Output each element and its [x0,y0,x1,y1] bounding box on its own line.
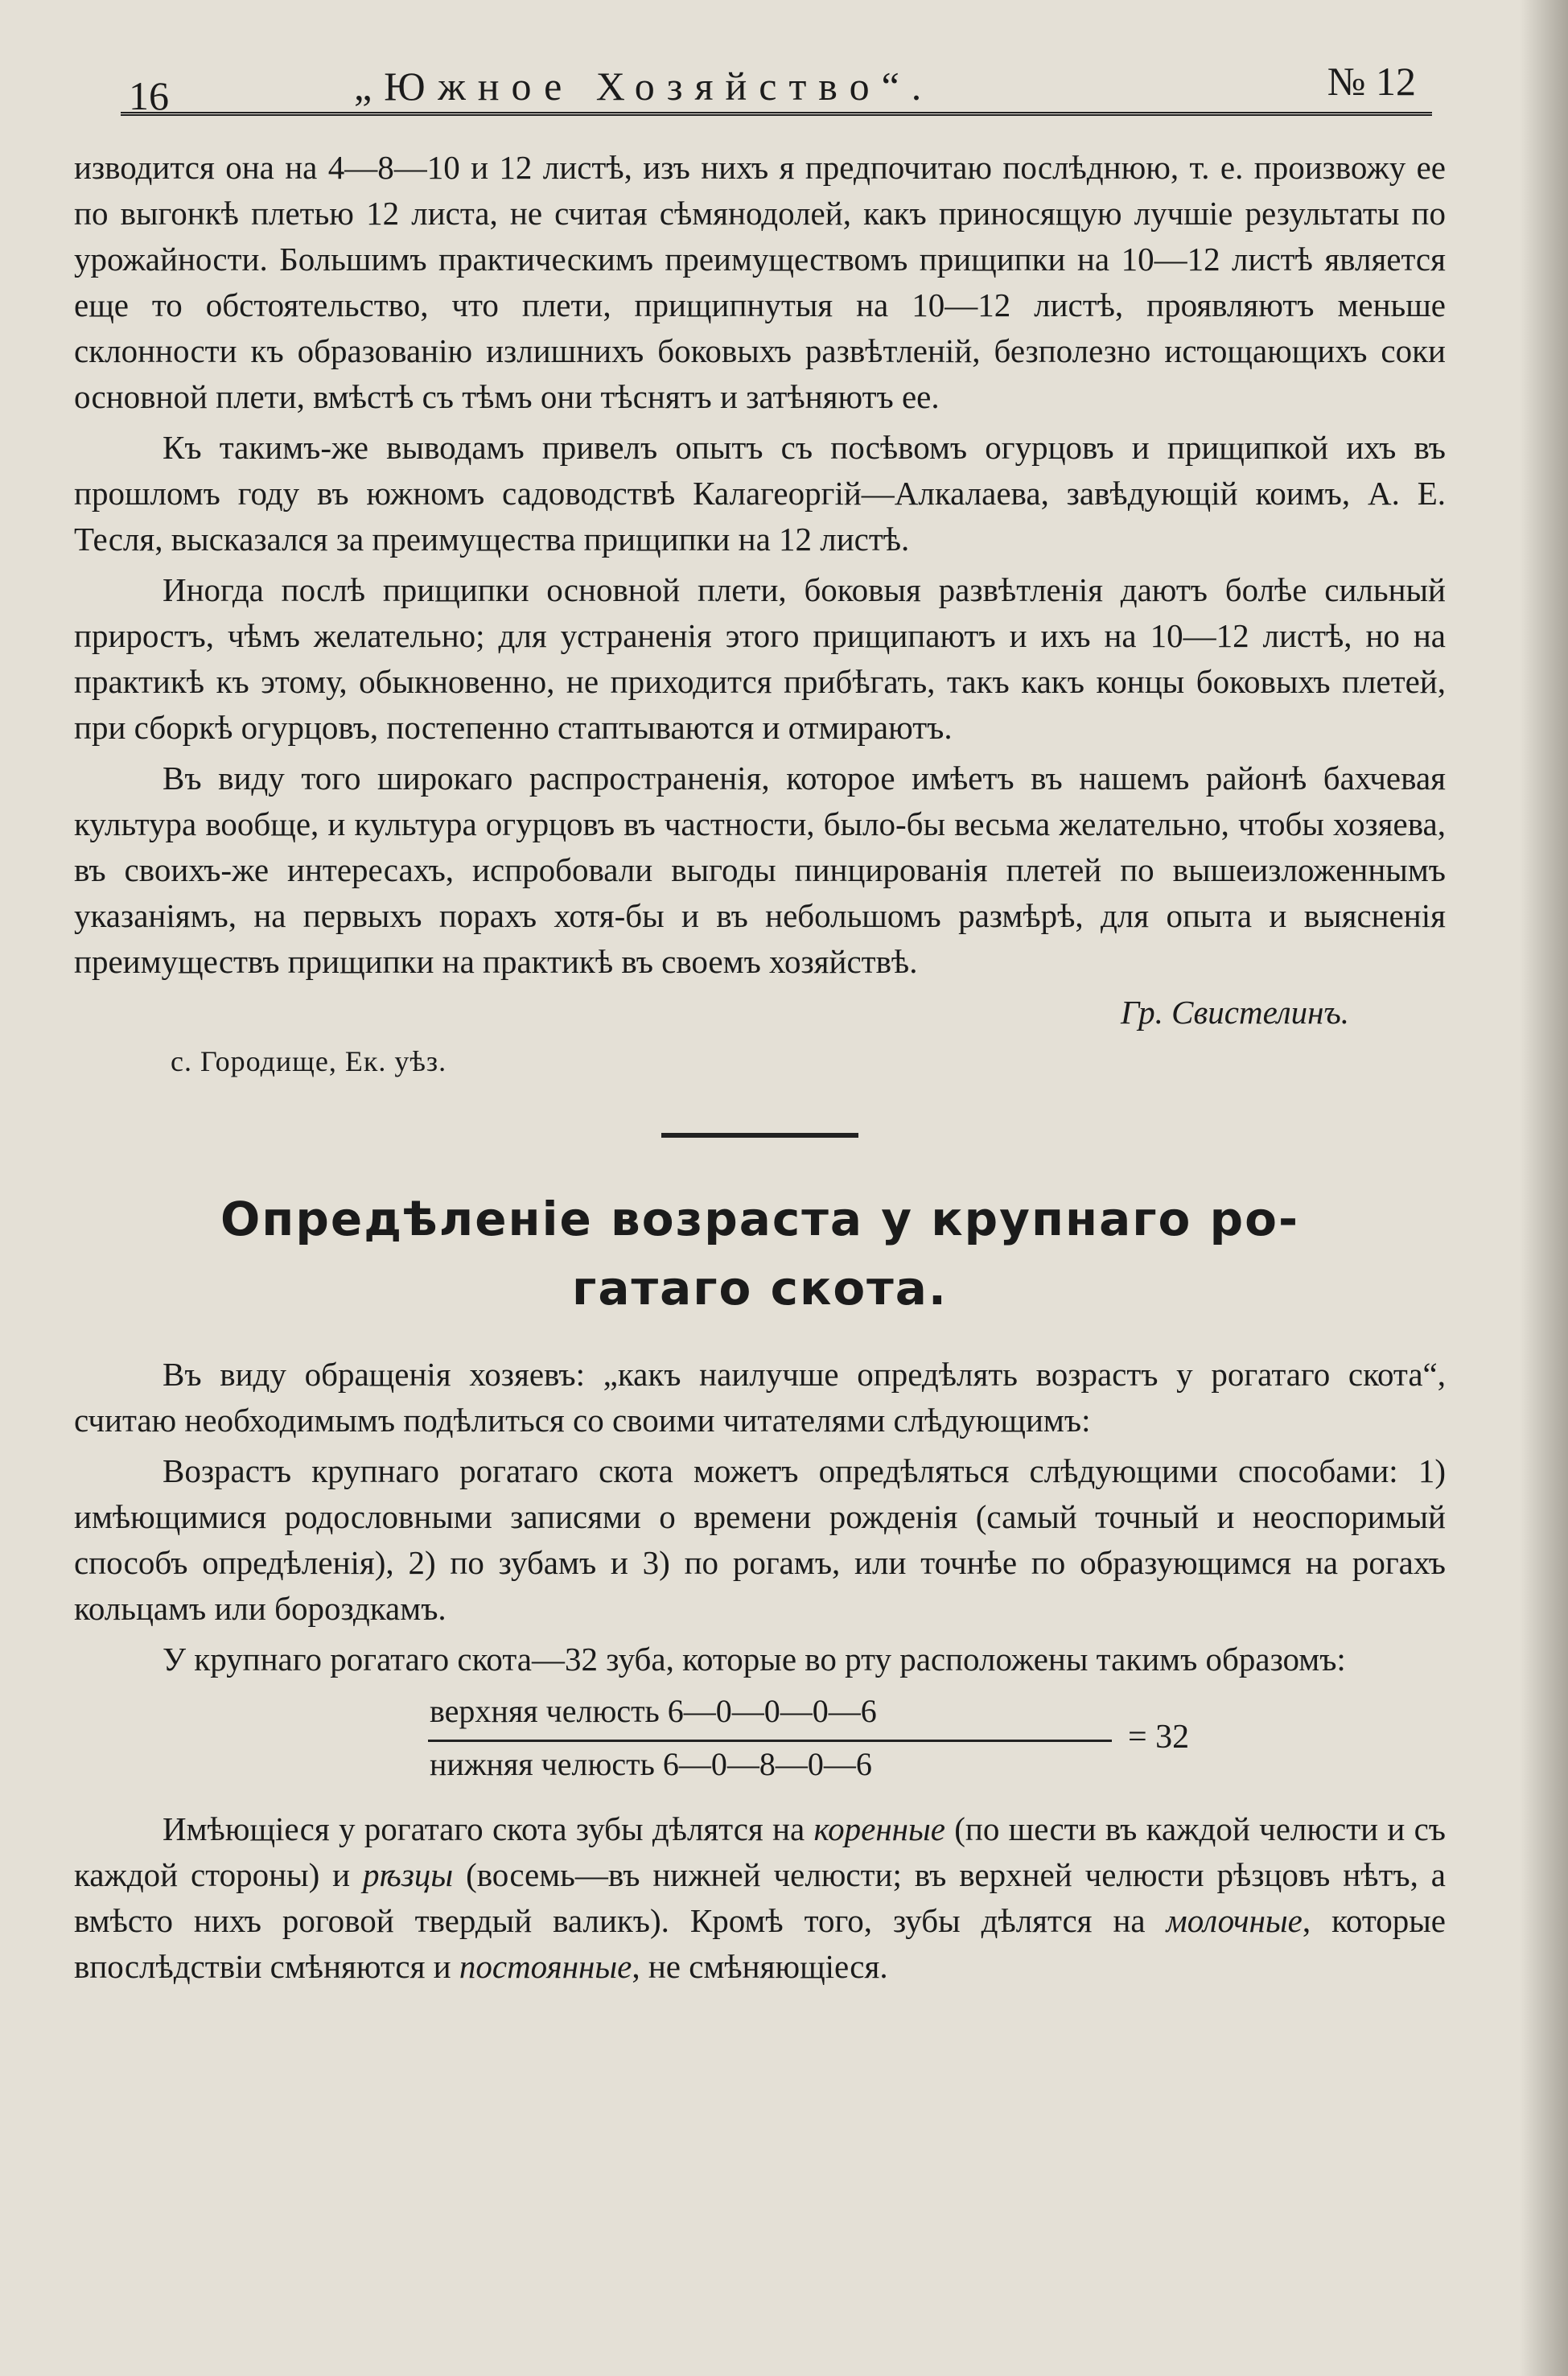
journal-title: „Южное Хозяйство“. [354,64,934,109]
italic-term: коренные [813,1810,945,1847]
place-line: с. Городище, Ек. уѣз. [171,1045,447,1077]
text-body [74,145,1446,1990]
paragraph: Возрастъ крупнаго рогатаго скота можетъ опредѣляться слѣдующими способами: 1) имѣющимися родословными записями о времени рожденія (самый точный и неоспоримый способъ опредѣленія), 2) по зубамъ и 3) по рогамъ, или точнѣе по образующимся на рогахъ кольцамъ или бороздкамъ. [74,1452,1446,1627]
paragraph: Иногда послѣ прищипки основной плети, боковыя развѣтленія даютъ болѣе сильный приростъ, чѣмъ желательно; для устраненія этого прищипаютъ и ихъ на 10—12 листѣ, но на практикѣ къ этому, обыкновенно, не приходится прибѣгать, такъ какъ концы боковыхъ плетей, при сборкѣ огурцовъ, постепенно стаптываются и отмираютъ. [74,571,1446,746]
italic-term: молочные [1166,1902,1303,1939]
paragraph: Къ такимъ-же выводамъ привелъ опытъ съ посѣвомъ огурцовъ и прищипкой ихъ въ прошломъ году въ южномъ садоводствѣ Калагеоргій—Алкалаева, завѣдующій коимъ, А. Е. Тесля, высказался за преимущества прищипки на 12 листѣ. [74,429,1446,558]
italic-term: рѣзцы [363,1856,454,1893]
section-separator [661,1133,858,1138]
dental-formula [74,1689,1446,1802]
paragraph: У крупнаго рогатаго скота—32 зуба, которые во рту расположены такимъ образомъ: [163,1641,1346,1678]
page-number: 16 [129,73,169,118]
fraction-bar [428,1740,1112,1742]
text-run: (по шести въ каждой челюсти и съ каждой стороны) и [74,1810,1446,1893]
paragraph: изводится она на 4—8—10 и 12 листѣ, изъ нихъ я предпочитаю послѣднюю, т. е. произвожу ее по выгонкѣ плетью 12 листа, не считая сѣмянодолей, какъ приносящую лучшіе результаты по урожайности. Большимъ практическимъ преимуществомъ прищипки на 10—12 листѣ является еще то обстоятельство, что плети, прищипнутыя на 10—12 листѣ, проявляютъ меньше склонности къ образованію излишнихъ боковыхъ развѣтленій, безполезно истощающихъ соки основной плети, вмѣстѣ съ тѣмъ они тѣснятъ и затѣняютъ ее. [74,149,1446,415]
article-title-line-1: Опредѣленіе возраста у крупнаго ро- [220,1192,1300,1246]
formula-denominator: нижняя челюсть 6—0—8—0—6 [430,1746,872,1782]
article-title-line-2: гатаго скота. [572,1261,948,1316]
italic-term: постоянные [459,1948,632,1985]
page-edge-shadow [1520,0,1568,2376]
paragraph: Въ виду того широкаго распространенія, которое имѣетъ въ нашемъ районѣ бахчевая культура вообще, и культура огурцовъ въ частности, было-бы весьма желательно, чтобы хозяева, въ своихъ-же интересахъ, испробовали выгоды пинцированія плетей по вышеизложеннымъ указаніямъ, на первыхъ порахъ хотя-бы и въ небольшомъ размѣрѣ, для опыта и выясненія преимуществъ прищипки на практикѣ въ своемъ хозяйствѣ. [74,760,1446,980]
text-run: , не смѣняющіеся. [632,1948,888,1985]
paragraph: Въ виду обращенія хозяевъ: „какъ наилучше опредѣлять возрастъ у рогатаго скота“, считаю необходимымъ подѣлиться со своими читателями слѣдующимъ: [74,1356,1446,1439]
text-run: , которые впослѣдствіи смѣняются и [74,1902,1446,1985]
text-run: (восемь—въ нижней челюсти; въ верхней челюсти рѣзцовъ нѣтъ, а вмѣсто нихъ роговой твердый валикъ). Кромѣ того, зубы дѣлятся на [74,1856,1446,1939]
text-run: Имѣющіеся у рогатаго скота зубы дѣлятся на [163,1810,814,1847]
running-header [121,48,1432,118]
issue-number: № 12 [1327,59,1416,104]
author-signature: Гр. Свистелинъ. [1120,994,1349,1031]
header-rule [121,112,1432,116]
formula-result: = 32 [1128,1719,1190,1756]
formula-numerator: верхняя челюсть 6—0—0—0—6 [430,1693,877,1729]
paragraph [74,1806,1446,1990]
